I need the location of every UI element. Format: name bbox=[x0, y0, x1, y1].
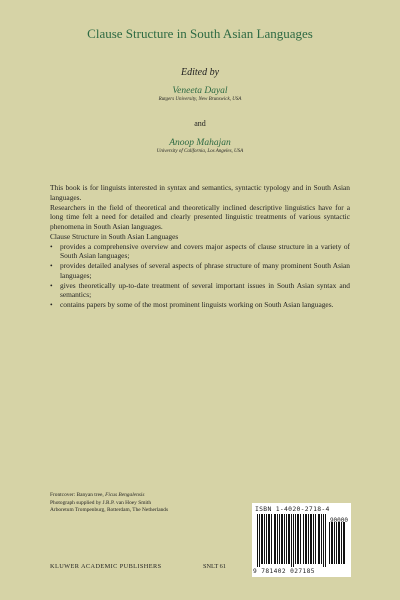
series-code: SNLT 61 bbox=[203, 563, 226, 570]
photo-credit: Photograph supplied by J.R.P. van Hoey Smith bbox=[50, 499, 152, 506]
editor-affiliation: University of California, Los Angeles, USA bbox=[156, 149, 244, 154]
book-description bbox=[50, 183, 350, 310]
feature-item: • provides detailed analyses of several aspects of phrase structure of many prominent South Asian languages; bbox=[50, 261, 350, 280]
bullet-icon: • bbox=[50, 241, 53, 251]
editor-1 bbox=[0, 86, 400, 102]
feature-item: • gives theoretically up-to-date treatment of several important issues in South Asian syntax and semantics; bbox=[50, 280, 350, 300]
feature-item: • contains papers by some of the most prominent linguists working on South Asian languages. bbox=[50, 300, 334, 310]
book-title: Clause Structure in South Asian Languages bbox=[87, 26, 313, 41]
feature-item: • provides a comprehensive overview and covers major aspects of clause structure in a variety of South Asian languages; bbox=[50, 241, 350, 261]
and-separator: and bbox=[194, 119, 206, 128]
editor-name: Anoop Mahajan bbox=[169, 138, 231, 148]
edited-by-label: Edited by bbox=[180, 67, 220, 78]
bullet-icon: • bbox=[50, 280, 53, 290]
ean-number: 9 781402 027185 bbox=[253, 568, 315, 575]
frontcover-credit: Frontcover: Banyan tree, Ficus Bengalensis bbox=[50, 492, 145, 498]
cover-credits bbox=[50, 492, 168, 515]
editor-2 bbox=[0, 138, 400, 154]
description-paragraph: This book is for linguists interested in syntax and semantics, syntactic typology and in South Asian languages. bbox=[50, 183, 350, 202]
addon-code: 90000 bbox=[329, 517, 348, 524]
bullet-icon: • bbox=[50, 261, 53, 271]
bullet-icon: • bbox=[50, 300, 53, 310]
publisher-name: KLUWER ACADEMIC PUBLISHERS bbox=[50, 563, 162, 570]
description-paragraph: Clause Structure in South Asian Languages bbox=[50, 231, 179, 241]
species-name: Ficus Bengalensis bbox=[105, 492, 145, 498]
feature-list bbox=[50, 242, 350, 310]
arboretum-credit: Arboretum Trompenburg, Rotterdam, The Netherlands bbox=[50, 507, 169, 514]
isbn-label: ISBN 1-4020-2718-4 bbox=[255, 505, 330, 513]
barcode-box bbox=[252, 503, 351, 577]
editor-name: Veneeta Dayal bbox=[172, 86, 228, 96]
editor-affiliation: Rutgers University, New Brunswick, USA bbox=[158, 97, 242, 102]
description-paragraph: Researchers in the field of theoretical and theoretically inclined descriptive linguistics have for a long time felt a need for detailed and clearly presented linguistic treatments of various syntactic phenomena in South Asian languages. bbox=[50, 202, 350, 232]
